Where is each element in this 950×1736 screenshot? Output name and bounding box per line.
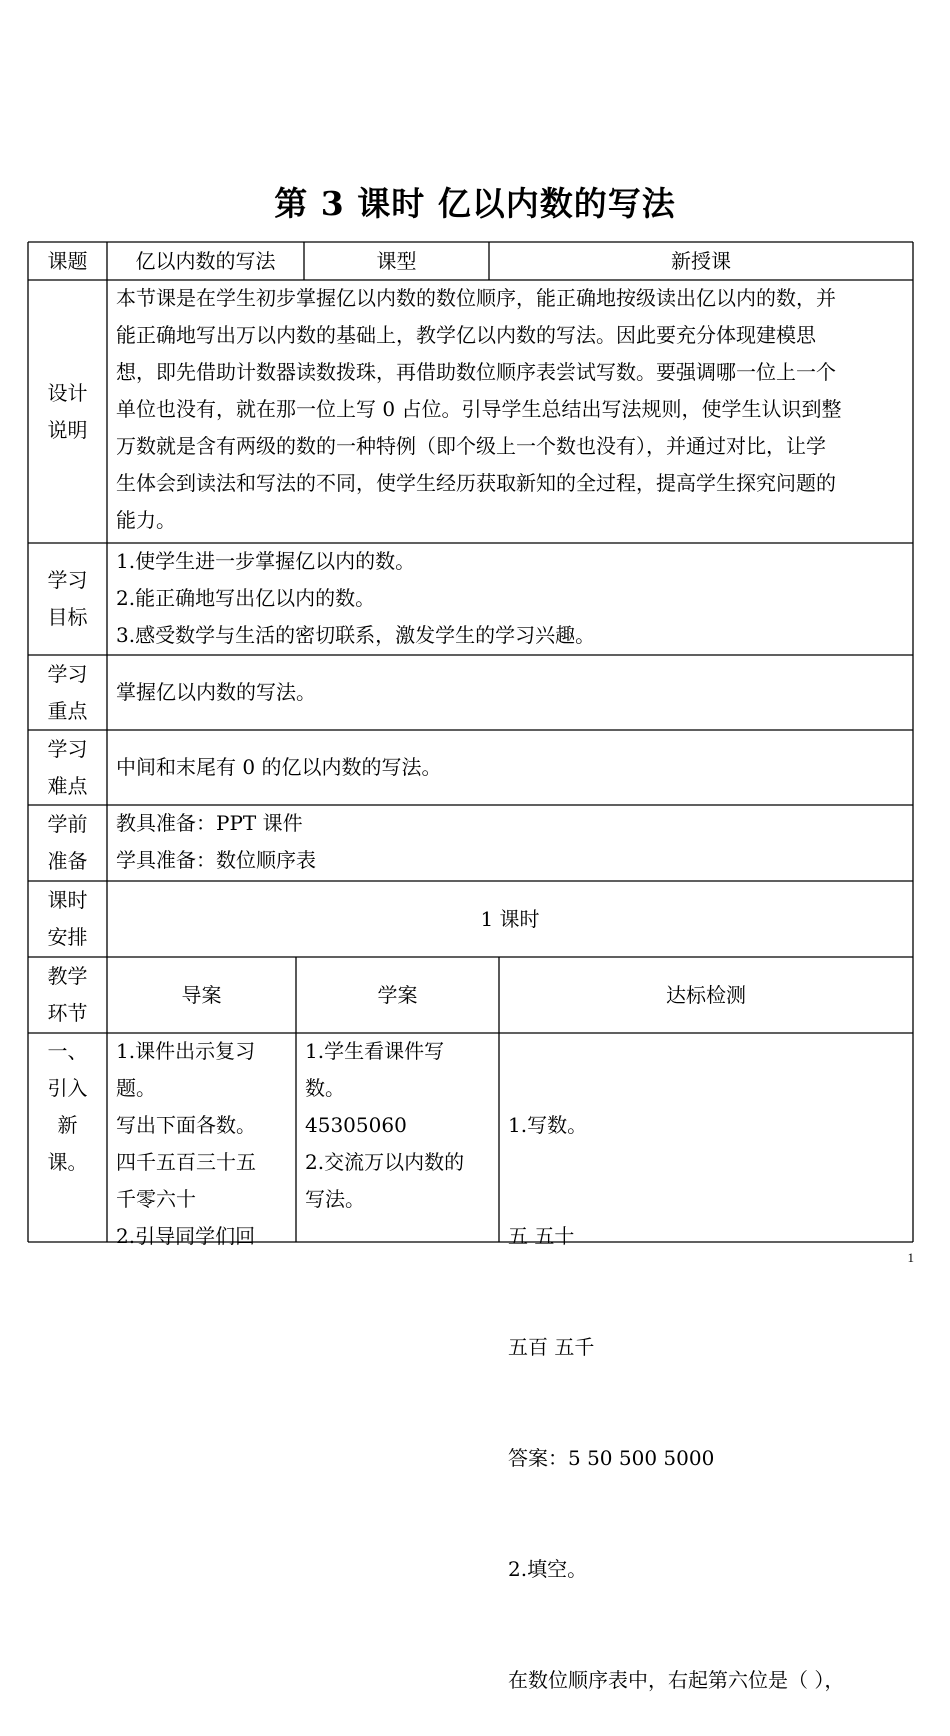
study-line: 写法。 — [305, 1187, 365, 1211]
section-column-label — [28, 957, 107, 1033]
design-label — [28, 280, 107, 543]
schedule-label — [28, 881, 107, 957]
schedule-text: 1 课时 — [480, 906, 540, 931]
topic-label: 课题 — [47, 248, 88, 273]
section1-guide — [107, 1033, 296, 1248]
study-column-header: 学案 — [377, 982, 418, 1007]
goals-label — [28, 543, 107, 655]
guide-line: 题。 — [116, 1076, 156, 1100]
guide-line: 写出下面各数。 — [116, 1113, 256, 1137]
goal-item: 1.使学生进一步掌握亿以内的数。 — [116, 549, 416, 573]
study-line: 45305060 — [305, 1113, 407, 1137]
topic-value: 亿以内数的写法 — [135, 248, 276, 273]
check-line: 五百 五千 — [508, 1335, 595, 1359]
page-number: 1 — [907, 1250, 914, 1265]
guide-line: 1.课件出示复习 — [116, 1039, 256, 1063]
section-column-label-text: 教学环节 — [47, 964, 88, 1025]
guide-column-header: 导案 — [181, 982, 222, 1007]
section1-check — [499, 1033, 913, 1692]
design-line: 能力。 — [116, 508, 176, 532]
design-line: 万数就是含有两级的数的一种特例（即个级上一个数也没有），并通过对比，让学 — [116, 434, 826, 458]
page-title: 第 3 课时 亿以内数的写法 — [274, 184, 676, 223]
section1-label — [28, 1033, 107, 1242]
preparation-line: 教具准备：PPT 课件 — [116, 811, 303, 835]
design-line: 本节课是在学生初步掌握亿以内数的数位顺序，能正确地按级读出亿以内的数，并 — [116, 286, 836, 310]
design-line: 能正确地写出万以内数的基础上，教学亿以内数的写法。因此要充分体现建模思 — [116, 323, 816, 347]
design-line: 想，即先借助计数器读数拨珠，再借助数位顺序表尝试写数。要强调哪一位上一个 — [116, 360, 836, 384]
difficulty-label — [28, 730, 107, 805]
check-line: 五 五十 — [508, 1224, 575, 1248]
guide-line: 2.引导同学们回 — [116, 1224, 256, 1248]
design-text — [107, 280, 913, 543]
design-line: 单位也没有，就在那一位上写 0 占位。引导学生总结出写法规则，使学生认识到整 — [116, 397, 842, 421]
check-line: 1.写数。 — [508, 1113, 588, 1137]
goal-item: 2.能正确地写出亿以内的数。 — [116, 586, 376, 610]
section1-label-text: 一、引入新课。 — [47, 1039, 88, 1174]
design-label-text: 设计说明 — [47, 380, 88, 442]
goals-list — [107, 543, 913, 655]
study-line: 2.交流万以内数的 — [305, 1150, 465, 1174]
goals-label-text: 学习目标 — [47, 568, 88, 629]
guide-line: 千零六十 — [116, 1187, 196, 1211]
goal-item: 3.感受数学与生活的密切联系，激发学生的学习兴趣。 — [116, 623, 596, 647]
study-line: 1.学生看课件写 — [305, 1039, 445, 1063]
difficulty-label-text: 学习难点 — [47, 736, 88, 798]
design-line: 生体会到读法和写法的不同，使学生经历获取新知的全过程，提高学生探究问题的 — [116, 471, 836, 495]
preparation-line: 学具准备：数位顺序表 — [116, 848, 316, 872]
guide-line: 四千五百三十五 — [116, 1150, 256, 1174]
preparation-label-text: 学前准备 — [47, 812, 88, 873]
key-points-label — [28, 655, 107, 730]
check-column-header: 达标检测 — [666, 982, 746, 1007]
type-value: 新授课 — [671, 248, 731, 273]
type-label: 课型 — [376, 248, 417, 273]
preparation-text — [107, 805, 913, 881]
schedule-label-text: 课时安排 — [47, 888, 88, 949]
section1-study — [296, 1033, 499, 1242]
preparation-label — [28, 805, 107, 881]
check-line: 答案：5 50 500 5000 — [508, 1446, 715, 1470]
key-points-text: 掌握亿以内数的写法。 — [116, 680, 316, 704]
difficulty-text: 中间和末尾有 0 的亿以内数的写法。 — [116, 755, 442, 779]
check-line: 2.填空。 — [508, 1557, 588, 1581]
study-line: 数。 — [305, 1076, 345, 1100]
check-line: 在数位顺序表中，右起第六位是（ ）， — [508, 1668, 845, 1692]
key-points-label-text: 学习重点 — [47, 661, 88, 723]
